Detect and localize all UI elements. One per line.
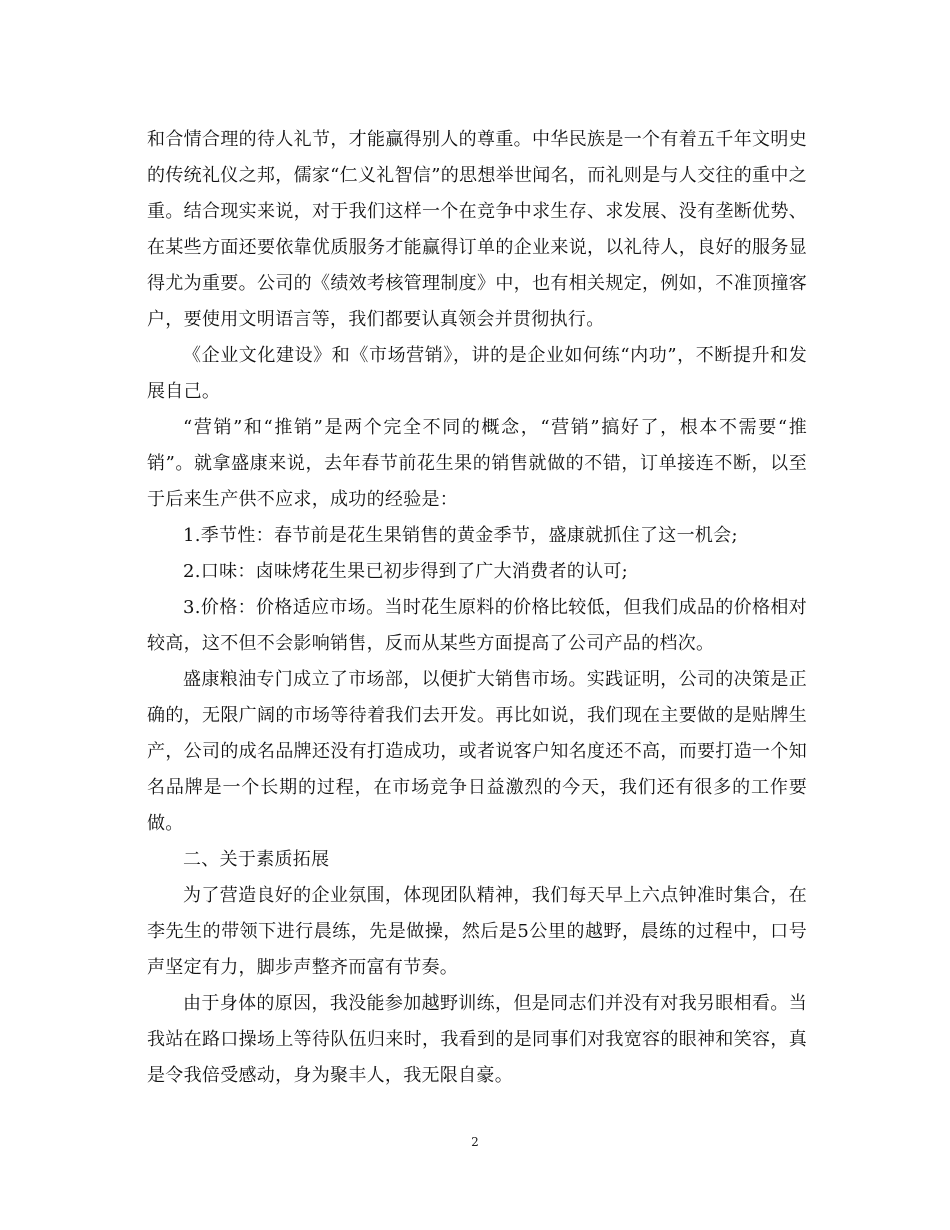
paragraph-personal-reflection: 由于身体的原因，我没能参加越野训练，但是同志们并没有对我另眼相看。当我站在路口操场上等待队伍归来时，我看到的是同事们对我宽容的眼神和笑容，真是令我倍受感动，身为聚丰人，我无限自豪。 bbox=[147, 993, 807, 1086]
section-heading-quality-expansion: 二、关于素质拓展 bbox=[183, 849, 330, 870]
paragraph-corporate-culture: 《企业文化建设》和《市场营销》，讲的是企业如何练“内功”，不断提升和发展自己。 bbox=[147, 345, 807, 402]
paragraph-morning-exercise: 为了营造良好的企业氛围，体现团队精神，我们每天早上六点钟准时集合，在李先生的带领下进行晨练，先是做操，然后是5公里的越野，晨练的过程中，口号声坚定有力，脚步声整齐而富有节奏。 bbox=[147, 885, 807, 978]
list-item-flavor: 2.口味：卤味烤花生果已初步得到了广大消费者的认可; bbox=[183, 561, 629, 582]
paragraph-market-department: 盛康粮油专门成立了市场部，以便扩大销售市场。实践证明，公司的决策是正确的，无限广阔的市场等待着我们去开发。再比如说，我们现在主要做的是贴牌生产，公司的成名品牌还没有打造成功，或者说客户知名度还不高，而要打造一个知名品牌是一个长期的过程，在市场竞争日益激烈的今天，我们还有很多的工作要做。 bbox=[147, 669, 807, 834]
list-item-price: 3.价格：价格适应市场。当时花生原料的价格比较低，但我们成品的价格相对较高，这不但不会影响销售，反而从某些方面提高了公司产品的档次。 bbox=[147, 597, 807, 654]
paragraph-continued-etiquette: 和合情合理的待人礼节，才能赢得别人的尊重。中华民族是一个有着五千年文明史的传统礼仪之邦，儒家“仁义礼智信”的思想举世闻名，而礼则是与人交往的重中之重。结合现实来说，对于我们这样一个在竞争中求生存、求发展、没有垄断优势、在某些方面还要依靠优质服务才能赢得订单的企业来说，以礼待人，良好的服务显得尤为重要。公司的《绩效考核管理制度》中，也有相关规定，例如，不准顶撞客户，要使用文明语言等，我们都要认真领会并贯彻执行。 bbox=[147, 129, 807, 330]
page-number: 2 bbox=[471, 1135, 479, 1149]
document-body bbox=[147, 122, 807, 1094]
list-item-seasonality: 1.季节性：春节前是花生果销售的黄金季节，盛康就抓住了这一机会; bbox=[183, 525, 738, 546]
paragraph-marketing-vs-selling: “营销”和“推销”是两个完全不同的概念，“营销”搞好了，根本不需要“推销”。就拿盛康来说，去年春节前花生果的销售就做的不错，订单接连不断，以至于后来生产供不应求，成功的经验是： bbox=[147, 417, 807, 510]
